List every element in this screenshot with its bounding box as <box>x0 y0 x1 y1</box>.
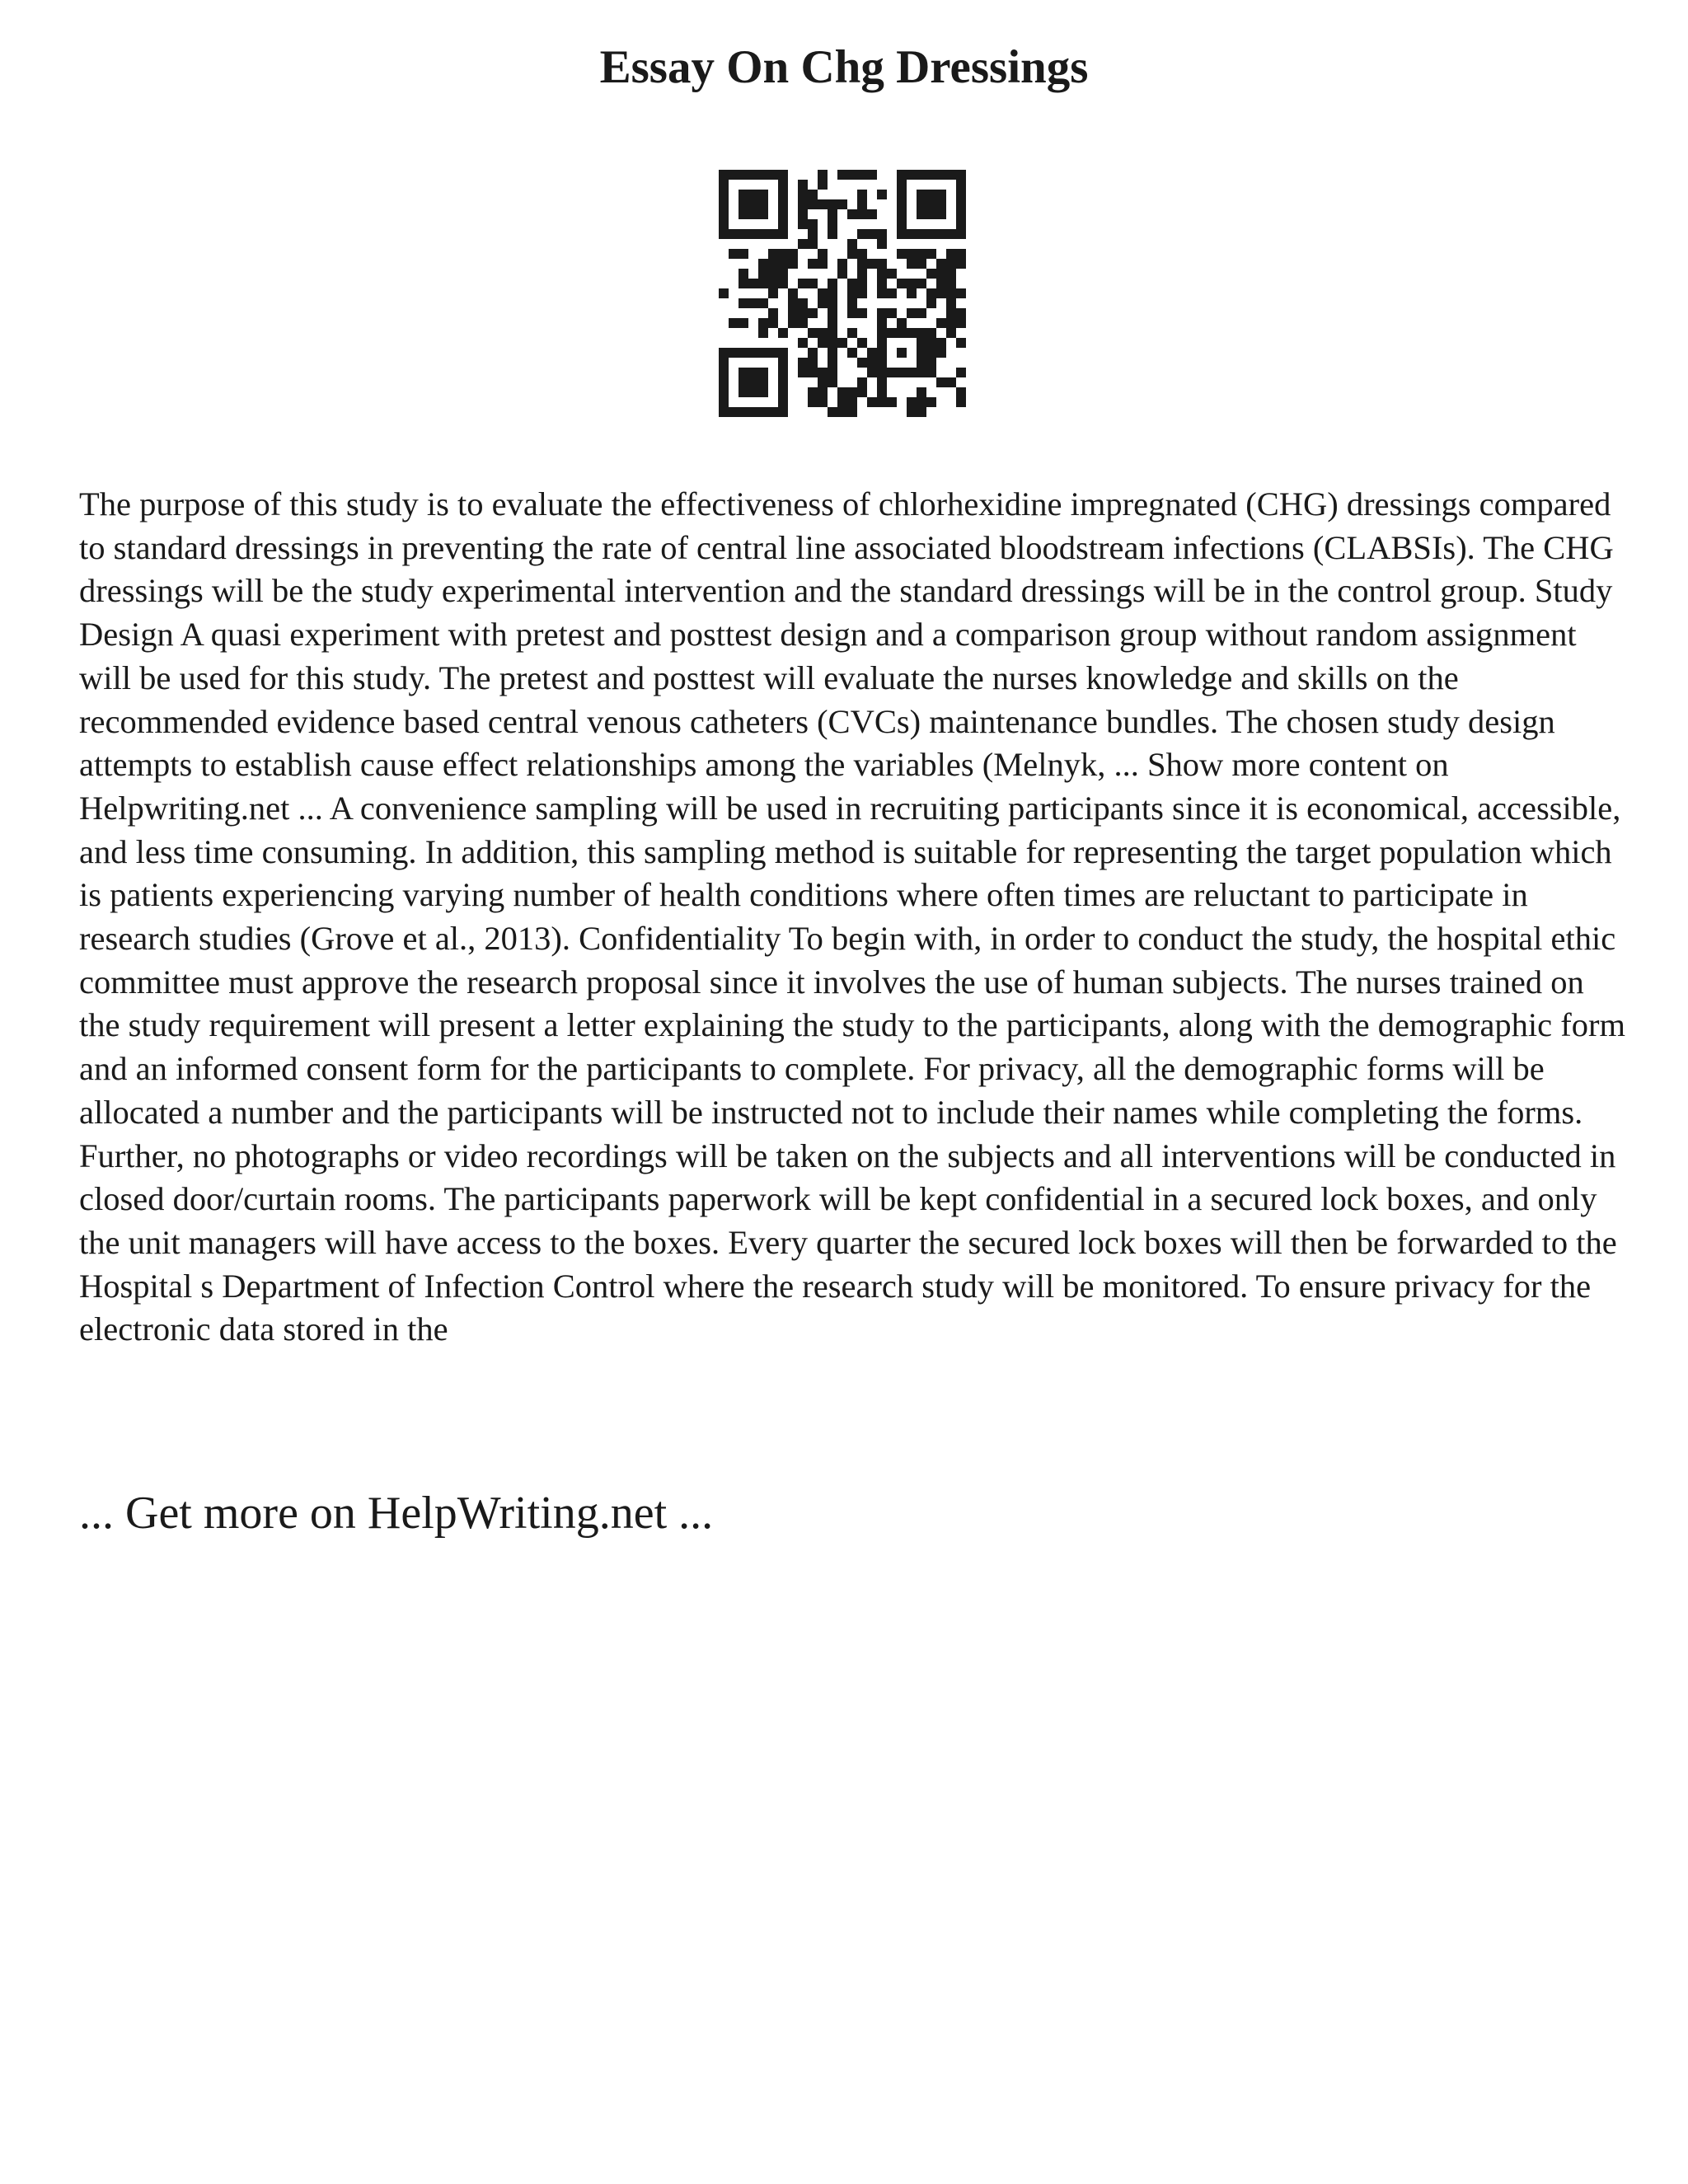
get-more-link[interactable]: ... Get more on HelpWriting.net ... <box>79 1488 714 1539</box>
essay-body-text: The purpose of this study is to evaluate the effectiveness of chlorhexidine impregnated (CHG) dressings compared to standard dressings in preventing the rate of central line associated bloodstream infections (CLABSIs). The CHG dressings will be the study experimental intervention and the standard dressings will be in the control group. Study Design A quasi experiment with pretest and posttest design and a comparison group without random assignment will be used for this study. The pretest and posttest will evaluate the nurses knowledge and skills on the recommended evidence based central venous catheters (CVCs) maintenance bundles. The chosen study design attempts to establish cause effect relationships among the variables (Melnyk, ... Show more content on Helpwriting.net ... A convenience sampling will be used in recruiting participants since it is economical, accessible, and less time consuming. In addition, this sampling method is suitable for representing the target population which is patients experiencing varying number of health conditions where often times are reluctant to participate in research studies (Grove et al., 2013). Confidentiality To begin with, in order to conduct the study, the hospital ethic committee must approve the research proposal since it involves the use of human subjects. The nurses trained on the study requirement will present a letter explaining the study to the participants, along with the demographic form and an informed consent form for the participants to complete. For privacy, all the demographic forms will be allocated a number and the participants will be instructed not to include their names while completing the forms. Further, no photographs or video recordings will be taken on the subjects and all interventions will be conducted in closed door/curtain rooms. The participants paperwork will be kept confidential in a secured lock boxes, and only the unit managers will have access to the boxes. Every quarter the secured lock boxes will then be forwarded to the Hospital s Department of Infection Control where the research study will be monitored. To ensure privacy for the electronic data stored in the <box>79 485 1625 1348</box>
page-title: Essay On Chg Dressings <box>599 41 1089 93</box>
qr-code-graphic <box>719 170 966 417</box>
qr-code-icon[interactable] <box>719 170 966 417</box>
